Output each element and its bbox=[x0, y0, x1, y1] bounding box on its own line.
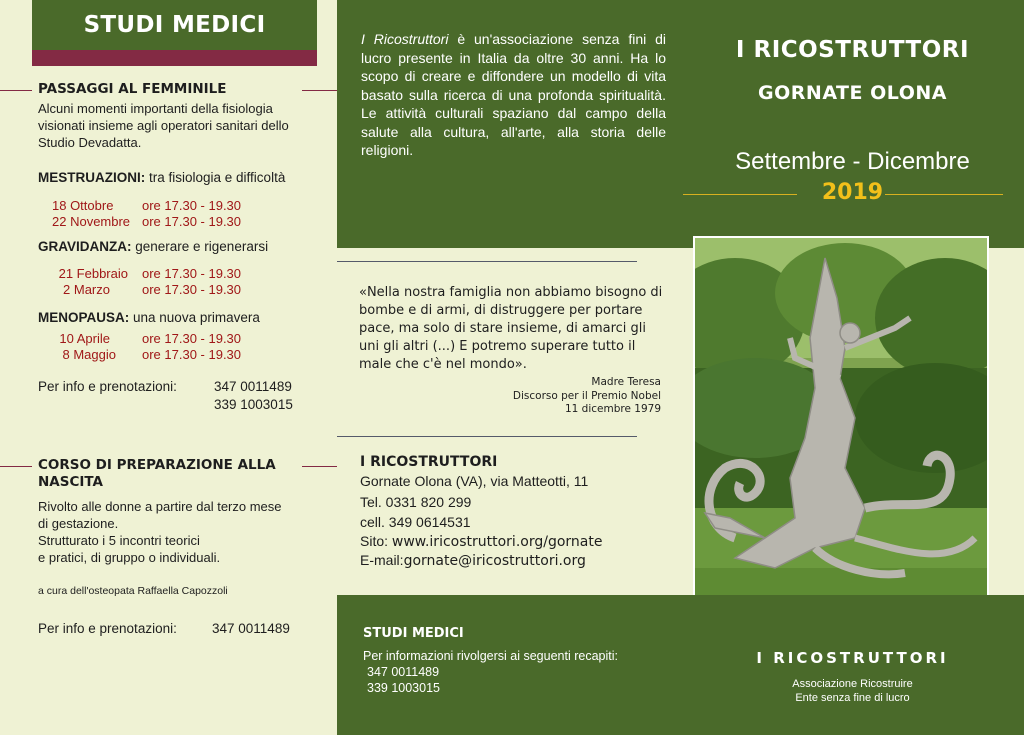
site-link[interactable]: www.iricostruttori.org/gornate bbox=[391, 534, 603, 550]
sculpture-illustration bbox=[695, 238, 989, 608]
phone-number: 339 1003015 bbox=[367, 681, 440, 695]
category-name: MENOPAUSA: bbox=[38, 310, 130, 325]
schedule-date: 21 Febbraio bbox=[58, 266, 128, 281]
email-link[interactable]: gornate@iricostruttori.org bbox=[403, 553, 586, 569]
category-menopausa bbox=[38, 310, 260, 325]
footer-association: Associazione Ricostruire bbox=[792, 678, 913, 690]
association-intro bbox=[361, 30, 666, 160]
divider bbox=[337, 436, 637, 437]
section-rule-right bbox=[302, 90, 337, 91]
studi-medici-contacts bbox=[337, 595, 681, 735]
quote-date: 11 dicembre 1979 bbox=[564, 403, 661, 415]
cover-season: Settembre - Dicembre bbox=[735, 148, 970, 175]
divider bbox=[337, 261, 637, 262]
category-desc: tra fisiologia e difficoltà bbox=[145, 170, 286, 185]
cover-year: 2019 bbox=[821, 180, 884, 205]
quote-occasion: Discorso per il Premio Nobel bbox=[512, 389, 661, 402]
schedule-row bbox=[52, 197, 241, 214]
cover-year-row bbox=[681, 180, 1024, 210]
left-panel bbox=[0, 0, 337, 735]
schedule-time: ore 17.30 - 19.30 bbox=[142, 198, 242, 213]
schedule-row bbox=[52, 346, 241, 363]
category-gravidanza bbox=[38, 239, 268, 254]
studi-medici-subtitle: Per informazioni rivolgersi ai seguenti recapiti: bbox=[363, 649, 618, 663]
association-intro-panel bbox=[337, 0, 681, 248]
info-label: Per info e prenotazioni: bbox=[38, 621, 177, 636]
quote-author: Madre Teresa bbox=[591, 376, 661, 388]
cover-location: GORNATE OLONA bbox=[758, 82, 947, 104]
cover-title: I RICOSTRUTTORI bbox=[735, 37, 970, 63]
passaggi-intro: Alcuni momenti importanti della fisiologia visionati insieme agli operatori sanitari dello Studio Devadatta. bbox=[38, 101, 289, 150]
category-name: MESTRUAZIONI: bbox=[38, 170, 146, 185]
schedule-row bbox=[52, 213, 241, 230]
cover-footer bbox=[681, 595, 1024, 735]
studi-medici-title: STUDI MEDICI bbox=[363, 626, 464, 641]
section-rule-right bbox=[302, 466, 337, 467]
section-rule-left bbox=[0, 90, 32, 91]
corso-line: Strutturato i 5 incontri teorici bbox=[38, 533, 200, 548]
schedule-row bbox=[52, 281, 241, 298]
contact-email-row bbox=[360, 552, 586, 569]
corso-line: e pratici, di gruppo o individuali. bbox=[38, 550, 221, 565]
corso-line: Rivolto alle donne a partire dal terzo mese bbox=[38, 499, 282, 514]
schedule-date: 8 Maggio bbox=[62, 347, 116, 362]
schedule-time: ore 17.30 - 19.30 bbox=[142, 282, 242, 297]
footer-title: I RICOSTRUTTORI bbox=[756, 649, 949, 667]
quote-attribution bbox=[513, 376, 661, 417]
footer-nonprofit: Ente senza fine di lucro bbox=[795, 692, 910, 704]
phone-number: 347 0011489 bbox=[367, 665, 440, 679]
quote-text: «Nella nostra famiglia non abbiamo bisogno di bombe e di armi, di distruggere per portare pace, ma solo di stare insieme, di amarci gli uni gli altri (...) E potremo superare tutto il male che c'è nel mondo». bbox=[359, 285, 663, 372]
schedule-date: 22 Novembre bbox=[52, 214, 131, 229]
corso-curator: a cura dell'osteopata Raffaella Capozzoli bbox=[38, 585, 228, 597]
email-label: E-mail: bbox=[360, 552, 404, 568]
schedule-time: ore 17.30 - 19.30 bbox=[142, 347, 242, 362]
phone-number: 347 0011489 bbox=[214, 379, 292, 394]
year-rule-right bbox=[885, 194, 1003, 195]
contact-site-row bbox=[360, 533, 602, 550]
category-desc: una nuova primavera bbox=[129, 310, 260, 325]
section-rule-left bbox=[0, 466, 32, 467]
category-name: GRAVIDANZA: bbox=[38, 239, 132, 254]
contact-tel: Tel. 0331 820 299 bbox=[360, 494, 472, 510]
category-mestruazioni bbox=[38, 170, 285, 185]
schedule-time: ore 17.30 - 19.30 bbox=[142, 331, 242, 346]
schedule-date: 18 Ottobre bbox=[52, 198, 114, 213]
contact-cell: cell. 349 0614531 bbox=[360, 514, 471, 530]
contact-title: I RICOSTRUTTORI bbox=[360, 454, 498, 470]
schedule-time: ore 17.30 - 19.30 bbox=[142, 214, 242, 229]
corso-line: di gestazione. bbox=[38, 516, 119, 531]
sculpture-photo bbox=[693, 236, 989, 608]
header-accent-bar bbox=[32, 50, 317, 66]
info-label: Per info e prenotazioni: bbox=[38, 379, 177, 394]
schedule-date: 10 Aprile bbox=[59, 331, 110, 346]
association-description: è un'associazione senza fini di lucro presente in Italia da oltre 30 anni. Ha lo scopo di creare e diffondere un modello di vita basato sulla ricerca di una profonda spiritualità. Le attività culturali spaziano dal campo della salute alla cultura, all'arte, alla storia delle religioni. bbox=[361, 31, 666, 158]
phone-number: 347 0011489 bbox=[212, 621, 290, 636]
site-label: Sito: bbox=[360, 533, 392, 549]
corso-title: CORSO DI PREPARAZIONE ALLA NASCITA bbox=[38, 457, 276, 490]
schedule-row bbox=[52, 330, 241, 347]
passaggi-title: PASSAGGI AL FEMMINILE bbox=[38, 81, 227, 97]
phone-number: 339 1003015 bbox=[214, 397, 293, 412]
quote-contact-panel bbox=[337, 248, 681, 595]
studi-medici-header: STUDI MEDICI bbox=[32, 0, 317, 50]
association-name: I Ricostruttori bbox=[361, 31, 449, 47]
category-desc: generare e rigenerarsi bbox=[131, 239, 269, 254]
schedule-time: ore 17.30 - 19.30 bbox=[142, 266, 242, 281]
schedule-row bbox=[52, 265, 241, 282]
schedule-date: 2 Marzo bbox=[63, 282, 110, 297]
cover-header bbox=[681, 0, 1024, 248]
contact-address: Gornate Olona (VA), via Matteotti, 11 bbox=[360, 473, 589, 489]
